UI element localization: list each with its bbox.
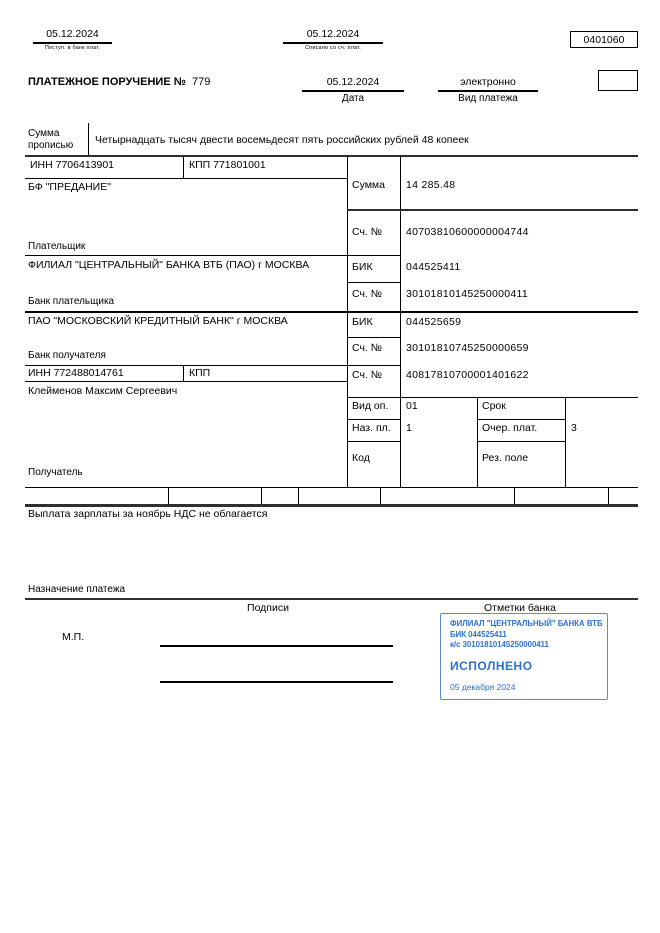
stamp-status: ИСПОЛНЕНО <box>450 659 533 673</box>
row-line <box>347 209 638 211</box>
purpose-code-label: Наз. пл. <box>352 422 391 434</box>
empty-row-divider <box>380 487 381 504</box>
row-line <box>25 365 400 366</box>
section-line <box>25 598 638 600</box>
payee-inn: ИНН 772488014761 <box>28 367 124 379</box>
row-line <box>25 487 638 488</box>
form-code-box <box>570 31 638 48</box>
payee-bank-caption: Банк получателя <box>28 350 106 361</box>
order-label: Очер. плат. <box>482 422 538 434</box>
table-vertical <box>400 155 401 487</box>
signatures-title: Подписи <box>247 602 289 614</box>
payment-kind: электронно <box>460 76 516 88</box>
row-line <box>25 381 347 382</box>
payee-account-label: Сч. № <box>352 369 383 381</box>
order-value: 3 <box>571 422 577 434</box>
payer-bank-bik: 044525411 <box>406 261 461 273</box>
payer-name: БФ "ПРЕДАНИЕ" <box>28 181 111 193</box>
payee-bank-account: 30101810745250000659 <box>406 342 529 354</box>
inn-kpp-divider <box>183 365 184 381</box>
stamp-corr-account: к/с 30101810145250000411 <box>450 640 549 649</box>
form-code: 0401060 <box>583 33 625 46</box>
payer-kpp: КПП 771801001 <box>189 159 266 171</box>
doc-date: 05.12.2024 <box>326 76 380 88</box>
stamp-bik: БИК 044525411 <box>450 629 507 639</box>
doc-date-caption: Дата <box>341 93 365 104</box>
payment-kind-caption: Вид платежа <box>458 93 518 104</box>
received-date: 05.12.2024 <box>46 28 99 40</box>
debited-date-caption: Списано со сч. плат. <box>304 45 362 51</box>
sum-value: 14 285.48 <box>406 179 456 191</box>
empty-row-divider <box>608 487 609 504</box>
amount-words-label-2: прописью <box>28 140 74 151</box>
doc-date-underline <box>302 90 404 92</box>
payer-caption: Плательщик <box>28 241 86 252</box>
doc-title-row <box>28 76 210 89</box>
payer-bank-account: 30101810145250000411 <box>406 288 529 300</box>
payment-kind-underline <box>438 90 538 92</box>
row-line <box>347 397 638 398</box>
label-cell-line <box>347 282 400 283</box>
inn-kpp-divider <box>183 157 184 178</box>
op-kind-value: 01 <box>406 400 418 412</box>
payee-caption: Получатель <box>28 467 83 478</box>
amount-words: Четырнадцать тысяч двести восемьдесят пять российских рублей 48 копеек <box>95 134 469 146</box>
debited-date: 05.12.2024 <box>306 28 360 40</box>
table-vertical <box>565 397 566 487</box>
payer-bank-caption: Банк плательщика <box>28 296 115 307</box>
payee-bank-name: ПАО "МОСКОВСКИЙ КРЕДИТНЫЙ БАНК" г МОСКВА <box>28 315 288 327</box>
label-cell-line <box>347 441 400 442</box>
payer-bank-bik-label: БИК <box>352 261 373 273</box>
label-cell-line <box>347 337 400 338</box>
doc-title: ПЛАТЕЖНОЕ ПОРУЧЕНИЕ № <box>28 76 186 88</box>
section-line <box>25 311 638 313</box>
signature-line <box>160 681 393 683</box>
op-kind-label: Вид оп. <box>352 400 389 412</box>
empty-row-divider <box>261 487 262 504</box>
empty-row-divider <box>514 487 515 504</box>
purpose-code-value: 1 <box>406 422 412 434</box>
label-cell-line <box>347 419 400 420</box>
empty-row-divider <box>298 487 299 504</box>
term-label: Срок <box>482 400 506 412</box>
signature-line <box>160 645 393 647</box>
amount-words-divider <box>88 123 89 156</box>
stamp-date: 05 декабря 2024 <box>450 682 516 692</box>
debited-date-underline <box>283 42 383 44</box>
payee-bank-account-label: Сч. № <box>352 342 383 354</box>
received-date-caption: Поступ. в банк плат. <box>44 45 101 51</box>
sum-label: Сумма <box>352 179 385 191</box>
payment-purpose-caption: Назначение платежа <box>28 584 126 595</box>
empty-row-divider <box>168 487 169 504</box>
stamp-bank-name: ФИЛИАЛ "ЦЕНТРАЛЬНЫЙ" БАНКА ВТБ <box>450 619 603 628</box>
amount-words-label-1: Сумма <box>28 128 60 139</box>
table-vertical <box>477 397 478 487</box>
payee-name: Клейменов Максим Сергеевич <box>28 385 178 397</box>
payee-bank-bik: 044525659 <box>406 316 462 328</box>
stamp-place-label: М.П. <box>62 631 85 643</box>
code-label: Код <box>352 452 370 464</box>
label-cell-line <box>477 441 565 442</box>
table-vertical <box>347 155 348 487</box>
payer-inn: ИНН 7706413901 <box>30 159 115 171</box>
section-line <box>25 504 638 507</box>
payee-kpp-label: КПП <box>189 367 211 379</box>
doc-number: 779 <box>192 76 211 88</box>
bank-stamp <box>440 613 608 700</box>
row-line <box>25 255 400 256</box>
empty-mark-box <box>598 70 638 91</box>
payer-account-label: Сч. № <box>352 226 383 238</box>
received-date-underline <box>33 42 112 44</box>
payee-bank-bik-label: БИК <box>352 316 373 328</box>
payer-bank-account-label: Сч. № <box>352 288 383 300</box>
payee-account: 40817810700001401622 <box>406 369 529 381</box>
row-line <box>25 178 347 179</box>
payment-purpose: Выплата зарплаты за ноябрь НДС не облагается <box>28 508 268 520</box>
bank-marks-title: Отметки банка <box>484 602 556 614</box>
label-cell-line <box>477 419 565 420</box>
reserve-field-label: Рез. поле <box>482 452 529 464</box>
section-line <box>25 155 638 157</box>
payer-account: 40703810600000004744 <box>406 226 529 238</box>
payer-bank-name: ФИЛИАЛ "ЦЕНТРАЛЬНЫЙ" БАНКА ВТБ (ПАО) г МОСКВА <box>28 259 310 271</box>
